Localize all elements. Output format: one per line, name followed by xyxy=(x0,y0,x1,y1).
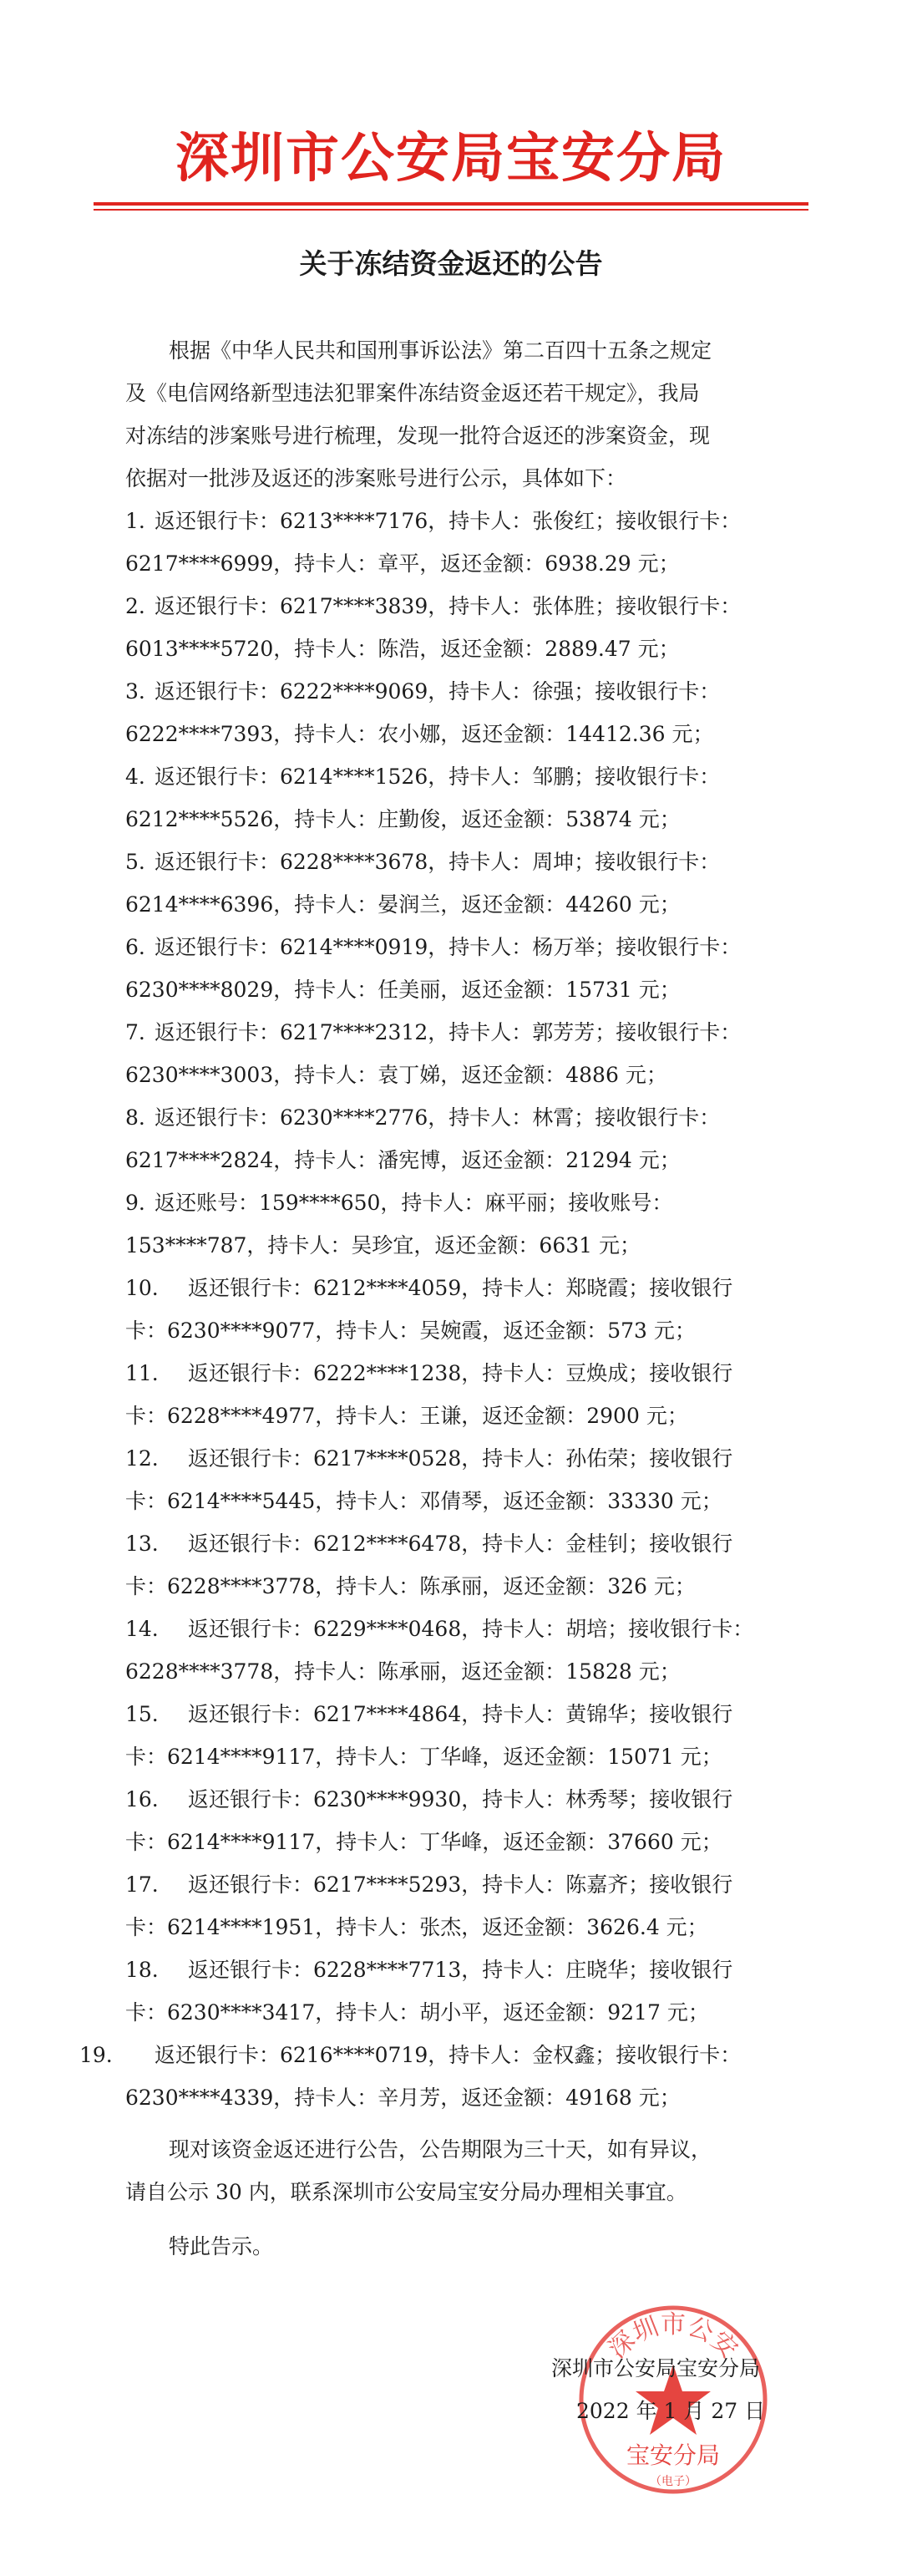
refund-item xyxy=(125,841,818,926)
item-number: 2. xyxy=(125,594,145,618)
item-number: 17. xyxy=(125,1872,159,1897)
item-line1: 返还银行卡：6213****7176，持卡人：张俊红；接收银行卡： xyxy=(155,509,742,533)
item-line2: 6230****4339，持卡人：辛月芳，返还金额：49168 元； xyxy=(125,2086,681,2110)
seal-text-bottom: 宝安分局 xyxy=(626,2441,721,2469)
item-number: 16. xyxy=(125,1787,159,1811)
item-line1: 返还银行卡：6217****4864，持卡人：黄锦华；接收银行 xyxy=(188,1702,733,1726)
item-line2: 6217****6999，持卡人：章平，返还金额：6938.29 元； xyxy=(125,551,680,576)
refund-item xyxy=(125,500,818,585)
notice-title: 关于冻结资金返还的公告 xyxy=(299,247,603,280)
item-number: 12. xyxy=(125,1446,159,1471)
item-number: 18. xyxy=(125,1958,159,1982)
item-line1: 返还银行卡：6229****0468，持卡人：胡培；接收银行卡： xyxy=(188,1617,754,1641)
item-line2: 卡：6228****4977，持卡人：王谦，返还金额：2900 元； xyxy=(125,1404,688,1428)
item-line1: 返还银行卡：6230****2776，持卡人：林霄；接收银行卡： xyxy=(155,1105,721,1130)
intro-line: 对冻结的涉案账号进行梳理，发现一批符合返还的涉案资金，现 xyxy=(125,424,711,448)
item-line2: 卡：6230****9077，持卡人：吴婉霞，返还金额：573 元； xyxy=(125,1318,696,1343)
item-number: 8. xyxy=(125,1105,145,1130)
signature-org: 深圳市公安局宝安分局 xyxy=(551,2356,761,2380)
refund-item xyxy=(125,1352,818,1437)
item-line2: 153****787，持卡人：吴珍宜，返还金额：6631 元； xyxy=(125,1233,641,1258)
seal-text-note: （电子） xyxy=(650,2475,697,2488)
item-line1: 返还银行卡：6212****6478，持卡人：金桂钊；接收银行 xyxy=(188,1532,733,1556)
refund-item xyxy=(125,1608,818,1693)
refund-item xyxy=(125,1181,818,1267)
item-line1: 返还银行卡：6217****2312，持卡人：郭芳芳；接收银行卡： xyxy=(155,1020,742,1044)
item-line1: 返还银行卡：6222****1238，持卡人：豆焕成；接收银行 xyxy=(188,1361,733,1385)
item-line2: 6013****5720，持卡人：陈浩，返还金额：2889.47 元； xyxy=(125,637,680,661)
refund-item xyxy=(125,670,818,755)
item-line1: 返还银行卡：6228****7713，持卡人：庄晓华；接收银行 xyxy=(188,1958,733,1982)
item-number: 3. xyxy=(125,679,145,704)
refund-item xyxy=(125,1267,818,1352)
item-line2: 6214****6396，持卡人：晏润兰，返还金额：44260 元； xyxy=(125,892,681,917)
item-line2: 卡：6230****3417，持卡人：胡小平，返还金额：9217 元； xyxy=(125,2000,709,2025)
item-line2: 卡：6214****9117，持卡人：丁华峰，返还金额：15071 元； xyxy=(125,1745,722,1769)
closing-remark xyxy=(125,2225,818,2268)
signature-date: 2022 年 1 月 27 日 xyxy=(576,2399,766,2423)
refund-item xyxy=(125,1863,818,1949)
refund-item xyxy=(125,1693,818,1778)
item-number: 11. xyxy=(125,1361,159,1385)
item-line1: 返还银行卡：6216****0719，持卡人：金权鑫；接收银行卡： xyxy=(155,2043,742,2067)
refund-item xyxy=(125,1011,818,1096)
item-line1: 返还银行卡：6228****3678，持卡人：周坤；接收银行卡： xyxy=(155,850,721,874)
refund-item xyxy=(125,1949,818,2034)
item-number: 19. xyxy=(79,2043,113,2067)
item-number: 9. xyxy=(125,1191,145,1215)
item-number: 1. xyxy=(125,509,145,533)
item-line2: 6212****5526，持卡人：庄勤俊，返还金额：53874 元； xyxy=(125,807,681,831)
item-number: 15. xyxy=(125,1702,159,1726)
item-line1: 返还账号：159****650，持卡人：麻平丽；接收账号： xyxy=(155,1191,673,1215)
item-line1: 返还银行卡：6217****0528，持卡人：孙佑荣；接收银行 xyxy=(188,1446,733,1471)
item-line1: 返还银行卡：6222****9069，持卡人：徐强；接收银行卡： xyxy=(155,679,721,704)
item-line2: 卡：6214****9117，持卡人：丁华峰，返还金额：37660 元； xyxy=(125,1830,722,1854)
item-number: 14. xyxy=(125,1617,159,1641)
item-number: 6. xyxy=(125,935,145,959)
item-line2: 6222****7393，持卡人：农小娜，返还金额：14412.36 元； xyxy=(125,722,714,746)
item-number: 10. xyxy=(125,1276,159,1300)
item-line2: 6217****2824，持卡人：潘宪博，返还金额：21294 元； xyxy=(125,1148,681,1172)
refund-item xyxy=(125,926,818,1011)
intro-line: 依据对一批涉及返还的涉案账号进行公示，具体如下： xyxy=(125,466,627,490)
item-line2: 6230****3003，持卡人：袁丁娣，返还金额：4886 元； xyxy=(125,1063,667,1087)
closing-line: 特此告示。 xyxy=(169,2234,274,2258)
intro-paragraph xyxy=(125,329,810,500)
header-divider-thick xyxy=(94,202,808,206)
item-line1: 返还银行卡：6214****0919，持卡人：杨万举；接收银行卡： xyxy=(155,935,742,959)
header-divider-thin xyxy=(94,209,808,211)
item-line1: 返还银行卡：6217****5293，持卡人：陈嘉齐；接收银行 xyxy=(188,1872,733,1897)
item-number: 7. xyxy=(125,1020,145,1044)
refund-item xyxy=(125,1096,818,1181)
refund-item xyxy=(125,585,818,670)
item-line2: 6228****3778，持卡人：陈承丽，返还金额：15828 元； xyxy=(125,1659,681,1684)
seal-text-top: 深圳市公安 xyxy=(603,2310,743,2365)
closing-line: 现对该资金返还进行公告，公告期限为三十天，如有异议， xyxy=(169,2137,712,2162)
item-line2: 卡：6214****5445，持卡人：邓倩琴，返还金额：33330 元； xyxy=(125,1489,722,1513)
refund-item xyxy=(79,2034,818,2119)
item-line2: 卡：6228****3778，持卡人：陈承丽，返还金额：326 元； xyxy=(125,1574,696,1598)
item-line2: 6230****8029，持卡人：任美丽，返还金额：15731 元； xyxy=(125,978,681,1002)
refund-item xyxy=(125,1437,818,1522)
item-line1: 返还银行卡：6212****4059，持卡人：郑晓霞；接收银行 xyxy=(188,1276,733,1300)
closing-line: 请自公示 30 内，联系深圳市公安局宝安分局办理相关事宜。 xyxy=(125,2180,687,2204)
item-number: 5. xyxy=(125,850,145,874)
item-line1: 返还银行卡：6214****1526，持卡人：邹鹏；接收银行卡： xyxy=(155,765,721,789)
refund-item xyxy=(125,1522,818,1608)
refund-item xyxy=(125,1778,818,1863)
refund-item xyxy=(125,755,818,841)
item-number: 13. xyxy=(125,1532,159,1556)
item-line1: 返还银行卡：6230****9930，持卡人：林秀琴；接收银行 xyxy=(188,1787,733,1811)
intro-line: 根据《中华人民共和国刑事诉讼法》第二百四十五条之规定 xyxy=(169,338,712,363)
agency-header: 深圳市公安局宝安分局 xyxy=(175,128,727,190)
intro-line: 及《电信网络新型违法犯罪案件冻结资金返还若干规定》，我局 xyxy=(125,381,700,405)
item-line1: 返还银行卡：6217****3839，持卡人：张体胜；接收银行卡： xyxy=(155,594,742,618)
closing-paragraph xyxy=(125,2128,818,2213)
item-line2: 卡：6214****1951，持卡人：张杰，返还金额：3626.4 元； xyxy=(125,1915,708,1939)
refund-list xyxy=(79,500,818,2119)
item-number: 4. xyxy=(125,765,145,789)
